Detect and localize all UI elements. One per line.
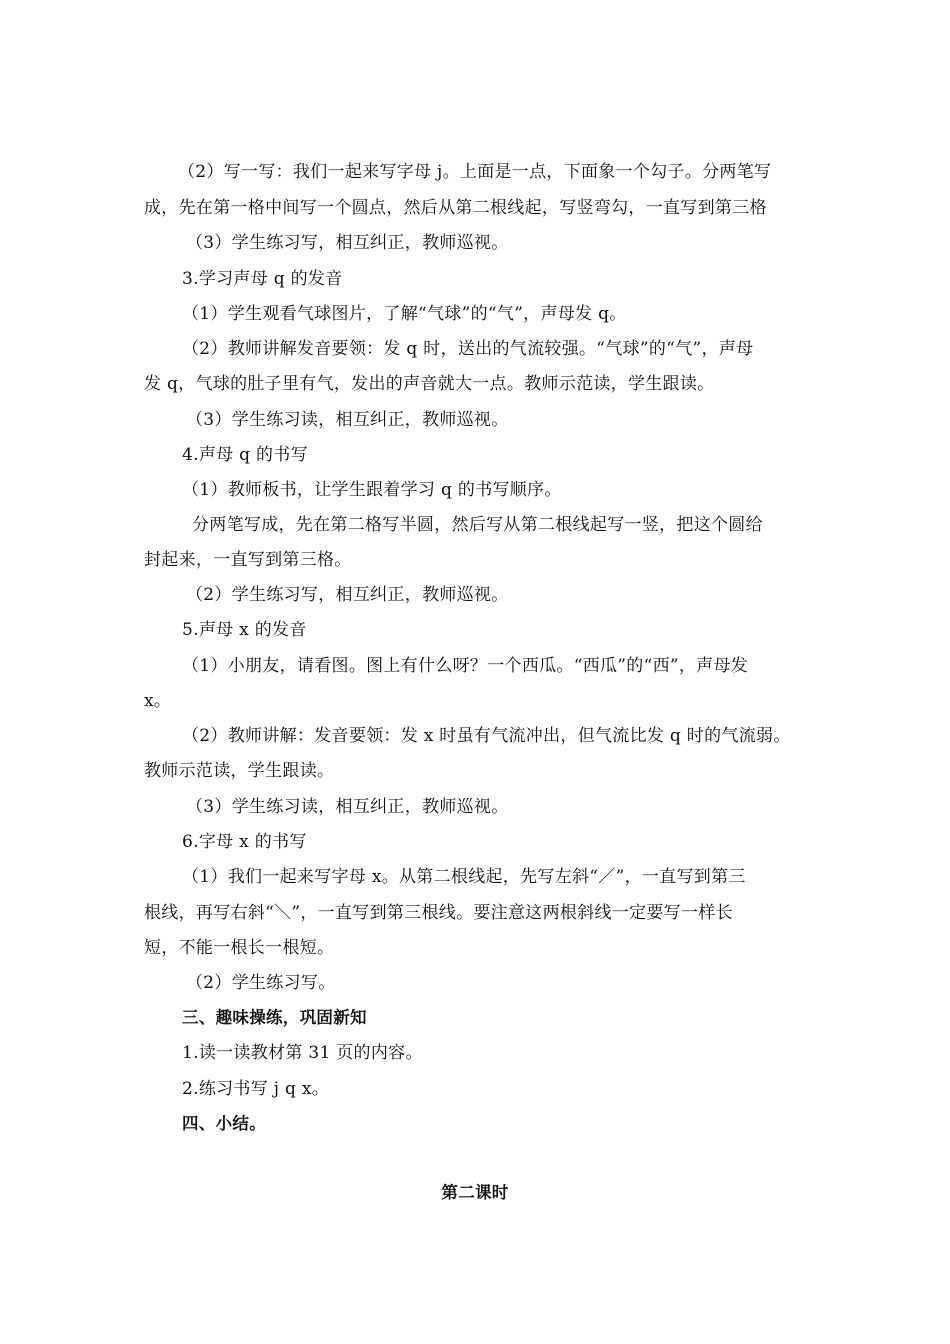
paragraph-line: 2.练习书写 j q x。 [182, 1079, 330, 1099]
paragraph-line: 分两笔写成，先在第二格写半圆，然后写从第二根线起写一竖，把这个圆给 [192, 515, 763, 535]
paragraph-line: （3）学生练习读，相互纠正，教师巡视。 [186, 797, 509, 817]
paragraph-line: （2）教师讲解：发音要领：发 x 时虽有气流冲出，但气流比发 q 时的气流弱。 [182, 726, 791, 746]
paragraph-line: （2）教师讲解发音要领：发 q 时，送出的气流较强。“气球”的“气”，声母 [182, 339, 754, 359]
paragraph-line: 封起来，一直写到第三格。 [144, 550, 352, 570]
paragraph-line: x。 [144, 691, 172, 711]
section-heading: 4.声母 q 的书写 [182, 445, 308, 465]
paragraph-line: 短，不能一根长一根短。 [144, 938, 335, 958]
paragraph-line: （2）写一写：我们一起来写字母 j。上面是一点，下面象一个勾子。分两笔写 [178, 162, 772, 182]
paragraph-line: 教师示范读，学生跟读。 [144, 761, 335, 781]
section-heading: 6.字母 x 的书写 [182, 832, 307, 852]
part-heading: 三、趣味操练，巩固新知 [182, 1008, 367, 1027]
paragraph-line: 发 q，气球的肚子里有气，发出的声音就大一点。教师示范读，学生跟读。 [144, 374, 715, 394]
paragraph-line: （1）教师板书，让学生跟着学习 q 的书写顺序。 [182, 480, 562, 500]
paragraph-line: （1）学生观看气球图片，了解“气球”的“气”，声母发 q。 [182, 304, 627, 324]
paragraph-line: 成，先在第一格中间写一个圆点，然后从第二根线起，写竖弯勾，一直写到第三格 [144, 198, 767, 218]
section-heading: 3.学习声母 q 的发音 [182, 269, 343, 289]
paragraph-line: （1）我们一起来写字母 x。从第二根线起，先写左斜“／”，一直写到第三 [182, 867, 746, 887]
paragraph-line: （2）学生练习写，相互纠正，教师巡视。 [186, 585, 509, 605]
paragraph-line: （3）学生练习读，相互纠正，教师巡视。 [186, 410, 509, 430]
paragraph-line: （2）学生练习写。 [186, 973, 336, 993]
lesson-title: 第二课时 [441, 1183, 509, 1202]
paragraph-line: （3）学生练习写，相互纠正，教师巡视。 [186, 233, 509, 253]
section-heading: 5.声母 x 的发音 [182, 620, 307, 640]
paragraph-line: 1.读一读教材第 31 页的内容。 [182, 1043, 423, 1063]
part-heading: 四、小结。 [182, 1114, 266, 1133]
paragraph-line: 根线，再写右斜“＼”，一直写到第三根线。要注意这两根斜线一定要写一样长 [144, 903, 733, 923]
paragraph-line: （1）小朋友，请看图。图上有什么呀？一个西瓜。“西瓜”的“西”，声母发 [182, 656, 749, 676]
